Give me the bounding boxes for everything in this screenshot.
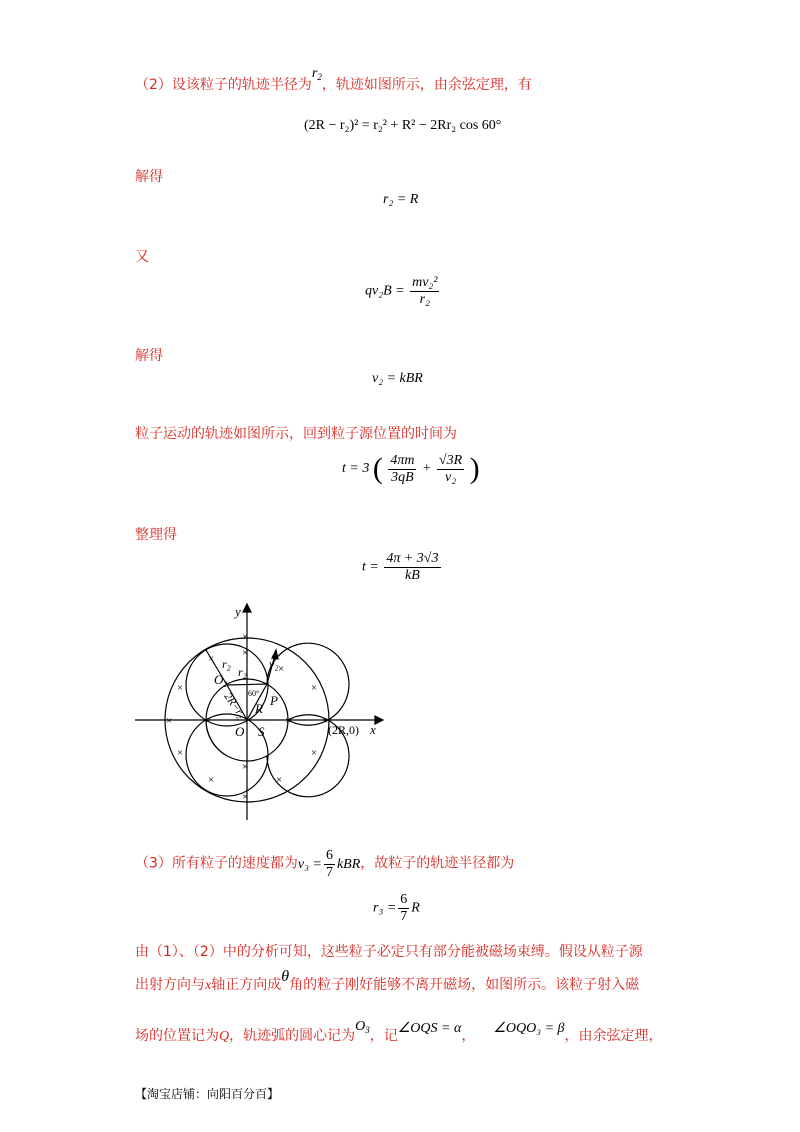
r2-symbol <box>312 66 322 81</box>
field-marker: × <box>177 747 184 759</box>
equation-cosine-law: (2R − r₂)² = r₂² + R² − 2Rr₂ cos 60° <box>304 118 502 133</box>
para-2: 粒子运动的轨迹如图所示，回到粒子源位置的时间为 <box>135 426 457 442</box>
solve-label-2: 解得 <box>135 348 163 364</box>
label-x: x <box>370 722 376 737</box>
field-marker: × <box>278 663 285 675</box>
r3-rhs: R <box>411 900 420 916</box>
para-3-suffix: ，故粒子的轨迹半径都为 <box>360 855 515 872</box>
angle-OQO3: ∠OQO₃ = β <box>493 1021 565 1036</box>
time-frac2-num: √3R <box>438 452 463 468</box>
label-y: y <box>235 604 241 619</box>
field-marker: × <box>311 682 318 694</box>
label-r2-a: r₂ <box>222 657 231 671</box>
O3-letter: O <box>355 1019 366 1034</box>
angle-OQS: ∠OQS = α <box>397 1021 462 1036</box>
field-marker: × <box>322 715 329 727</box>
r3-frac-den: 7 <box>400 909 408 924</box>
field-marker: × <box>166 715 173 727</box>
para-4-line-2 <box>135 968 640 994</box>
field-marker: × <box>242 761 249 773</box>
time-frac1-num: 4πm <box>390 452 415 468</box>
line-O2-P <box>227 684 267 685</box>
label-P: P <box>270 693 278 708</box>
para-4-line-3-e: ，由余弦定理， <box>564 1028 663 1044</box>
equation-time-simplified <box>362 551 443 584</box>
v3-frac-den: 7 <box>325 865 333 880</box>
v3-frac-num: 6 <box>325 848 333 863</box>
para-4-theta: θ <box>281 968 290 985</box>
trajectory-figure <box>130 600 390 825</box>
para-1-prefix: （2）设该粒子的轨迹半径为 <box>135 77 312 93</box>
tidy-label: 整理得 <box>135 527 177 543</box>
para-1 <box>135 66 532 94</box>
label-r2-b: r₂ <box>238 665 247 679</box>
equation-v2: v₂ = kBR <box>372 371 423 386</box>
lorentz-denominator: r₂ <box>419 292 430 307</box>
field-marker: × <box>242 647 249 659</box>
v3-lhs: v₃ = <box>297 856 322 872</box>
field-marker: × <box>205 715 212 727</box>
para-3 <box>135 848 514 881</box>
v3-expression <box>297 848 361 880</box>
time-frac1-den: 3qB <box>391 469 414 485</box>
label-60-degrees: 60° <box>248 689 260 698</box>
y-axis-arrow <box>243 604 251 612</box>
label-O2 <box>214 672 227 689</box>
solve-label-1: 解得 <box>135 169 163 185</box>
para-1-suffix: ，轨迹如图所示，由余弦定理，有 <box>321 77 532 93</box>
time-frac2-den: v₂ <box>445 469 457 485</box>
label-O: O <box>235 724 245 739</box>
time2-num: 4π + 3√3 <box>386 551 439 566</box>
O3-sub: 3 <box>365 1025 370 1035</box>
para-4-line-2-c: 角的粒子刚好能够不离开磁场，如图所示。该粒子射入磁 <box>289 977 640 993</box>
right-paren: ) <box>469 452 480 485</box>
time2-den: kB <box>405 568 420 583</box>
equation-r3 <box>373 892 420 925</box>
para-4-O3 <box>355 1019 370 1034</box>
footer-shop: 【淘宝店铺：向阳百分百】 <box>135 1087 280 1101</box>
field-marker: × <box>177 682 184 694</box>
left-paren: ( <box>372 452 383 485</box>
para-4-line-3-b: ，轨迹弧的圆心记为 <box>229 1028 356 1044</box>
time2-lhs: t = <box>362 559 379 575</box>
also-label: 又 <box>135 249 149 265</box>
label-S: S <box>258 724 265 739</box>
label-O2-letter: O <box>214 672 224 687</box>
para-4-line-1: 由（1）、（2）中的分析可知，这些粒子必定只有部分能被磁场束缚。假设从粒子源 <box>135 944 643 960</box>
time-plus: + <box>421 461 432 477</box>
para-4-x: x <box>205 978 212 993</box>
time-lhs: t = 3 <box>342 461 370 477</box>
label-v2: v₂ <box>269 657 279 671</box>
para-4-line-2-a: 出射方向与 <box>135 977 205 993</box>
field-marker: × <box>208 774 215 786</box>
label-2R-minus-r2: 2R−r₂ <box>221 690 248 721</box>
para-4-line-3-d: ， <box>461 1028 476 1044</box>
field-marker: × <box>208 653 215 665</box>
field-marker: × <box>276 774 283 786</box>
para-3-prefix: （3）所有粒子的速度都为 <box>135 855 298 872</box>
v3-rhs: kBR <box>336 856 361 872</box>
para-4-line-2-b: 轴正方向成 <box>211 977 282 993</box>
lorentz-numerator: mv₂² <box>412 275 438 290</box>
field-marker: × <box>242 791 249 803</box>
x-axis-arrow <box>375 716 383 724</box>
para-4-line-3-a: 场的位置记为 <box>135 1028 219 1044</box>
r2-subscript: 2 <box>317 72 322 82</box>
r3-lhs: r₃ = <box>373 900 397 916</box>
equation-time <box>342 452 480 486</box>
r3-frac-num: 6 <box>400 892 408 907</box>
para-4-Q: Q <box>219 1029 230 1044</box>
para-4-line-3-c: ，记 <box>369 1028 398 1044</box>
field-marker: × <box>242 631 249 643</box>
label-point-2R: (2R,0) <box>328 723 359 737</box>
equation-r2: r₂ = R <box>383 192 419 207</box>
label-O2-sub: 2 <box>223 680 228 689</box>
field-marker: × <box>285 715 292 727</box>
lorentz-lhs: qv₂B = <box>365 283 405 299</box>
label-R: R <box>255 701 263 716</box>
equation-lorentz <box>365 275 441 308</box>
trajectory-arc-2-visible <box>267 643 349 725</box>
field-marker: × <box>311 747 318 759</box>
r2-letter: r <box>311 66 318 81</box>
para-4-line-3 <box>135 1019 663 1045</box>
